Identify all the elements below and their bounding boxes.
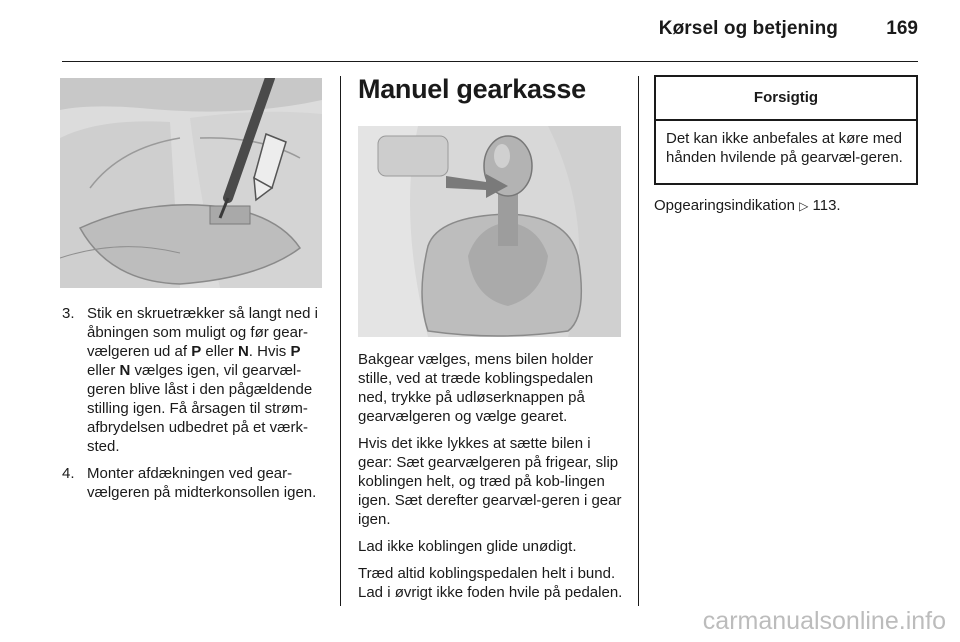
step-text: Stik en skruetrækker så langt ned i åbningen som muligt og før gear-vælgeren ud af — [87, 305, 318, 360]
reference-arrow-icon: ▷ — [799, 199, 809, 213]
column-divider-left — [340, 76, 341, 606]
right-column-reference — [654, 196, 920, 216]
page-number: 169 — [886, 18, 918, 39]
caution-heading: Forsigtig — [656, 77, 916, 121]
middle-column — [358, 350, 626, 610]
gear-position-label: N — [237, 343, 249, 360]
step-list — [62, 304, 324, 502]
gear-position-label: P — [290, 343, 301, 360]
step-item — [62, 304, 324, 456]
manual-gear-lever-image — [358, 126, 621, 337]
reference-page-link[interactable]: 113. — [812, 197, 841, 214]
section-title: Manuel gearkasse — [358, 74, 586, 104]
screwdriver-illustration — [60, 78, 322, 288]
gear-lever-illustration — [358, 126, 621, 337]
page-title: Kørsel og betjening — [658, 18, 838, 39]
gear-position-label: N — [119, 362, 131, 379]
reference-text: Opgearingsindikation — [654, 197, 795, 214]
paragraph: Træd altid koblingspedalen helt i bund. Lad i øvrigt ikke foden hvile på pedalen. — [358, 565, 623, 601]
left-column — [62, 304, 324, 510]
step-item — [62, 464, 324, 502]
step-number: 4. — [62, 465, 75, 482]
caution-text: Det kan ikke anbefales at køre med hånden hvilende på gearvæl-geren. — [666, 130, 903, 166]
step-text: eller — [201, 343, 238, 360]
paragraph: Bakgear vælges, mens bilen holder stille, ved at træde koblingspedalen ned, trykke på udløserknappen på gearvælgeren og vælge gearet. — [358, 351, 594, 425]
step-text: . Hvis — [248, 343, 291, 360]
screwdriver-gear-selector-image — [60, 78, 322, 288]
page-header — [0, 0, 960, 60]
paragraph: Hvis det ikke lykkes at sætte bilen i gear: Sæt gearvælgeren på frigear, slip koblingen helt, og træd på kob-lingen igen. Sæt derefter gearvæl-geren i gear igen. — [358, 435, 622, 528]
paragraph: Lad ikke koblingen glide unødigt. — [358, 538, 577, 555]
caution-box — [654, 75, 918, 185]
gear-position-label: P — [191, 343, 202, 360]
header-rule — [62, 61, 918, 62]
watermark: carmanualsonline.info — [702, 607, 946, 635]
step-text: vælges igen, vil gearvæl-geren blive låst i den pågældende stilling igen. Få årsagen til strøm-afbrydelsen udbedret på et værk-sted. — [87, 362, 313, 455]
step-text: Monter afdækningen ved gear-vælgeren på midterkonsollen igen. — [87, 465, 317, 501]
step-text: eller — [87, 362, 120, 379]
step-number: 3. — [62, 305, 75, 322]
column-divider-right — [638, 76, 639, 606]
